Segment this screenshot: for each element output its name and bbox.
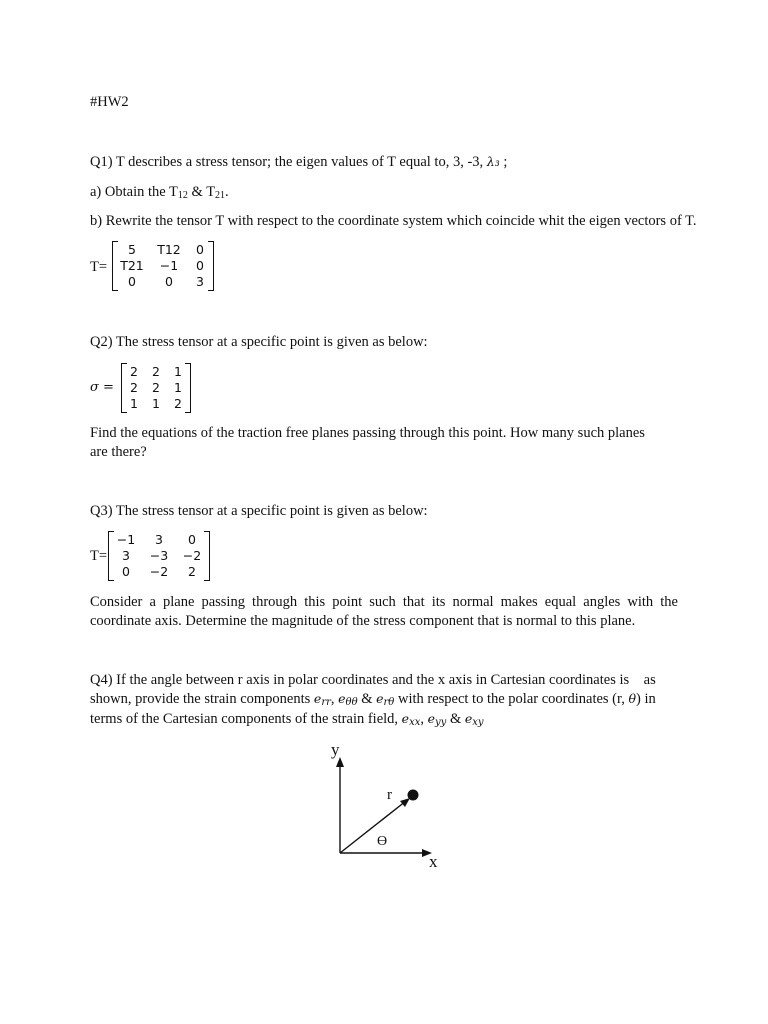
e-yy xyxy=(428,711,447,726)
q1-part-b: b) Rewrite the tensor T with respect to the coordinate system which coincide whit the eigen vectors of T. xyxy=(90,213,697,229)
q1-lambda3: λ₃ xyxy=(486,154,500,169)
theta-label: ϴ xyxy=(377,834,388,849)
q2-matrix-cell: 1 xyxy=(152,396,160,411)
q1-matrix-cell: T12 xyxy=(157,242,181,257)
q3-matrix-cell: 0 xyxy=(188,532,196,547)
q3-matrix-cell: −2 xyxy=(182,548,202,563)
q2-intro: Q2) The stress tensor at a specific point is given as below: xyxy=(90,334,428,350)
q1-line-start: Q1) T describes a stress tensor; the eigen values of T equal to, 3, -3, xyxy=(90,154,484,170)
q3-matrix-cell: −3 xyxy=(149,548,169,563)
r-vector-arrowhead xyxy=(400,798,410,807)
q2-matrix-cell: 2 xyxy=(152,364,160,379)
q4-line2-end: ) in xyxy=(636,691,656,707)
q3-matrix-cell: −1 xyxy=(116,532,136,547)
q4-line3 xyxy=(90,710,484,728)
q2-matrix xyxy=(121,363,191,413)
e-xy-subscript: xy xyxy=(472,717,484,728)
q4-amp: & xyxy=(449,711,462,727)
q4-line1: Q4) If the angle between r axis in polar coordinates and the x axis in Cartesian coordinates is as xyxy=(90,672,656,688)
q1-a-end: . xyxy=(225,184,229,200)
q1-matrix-label: T= xyxy=(90,259,108,275)
e-symbol: e xyxy=(401,711,410,726)
q1-matrix-cell: 3 xyxy=(196,274,204,289)
q1-a-sub2: 21 xyxy=(215,190,226,201)
q2-matrix-cell: 1 xyxy=(130,396,138,411)
q3-matrix-cell: 2 xyxy=(188,564,196,579)
e-xx xyxy=(402,711,421,726)
y-axis-label: y xyxy=(331,740,340,759)
q2-matrix-cell: 1 xyxy=(174,380,182,395)
q3-matrix-cell: 0 xyxy=(122,564,130,579)
q4-line2-mid: with respect to the polar coordinates (r, xyxy=(394,691,625,707)
q2-matrix-label: σ = xyxy=(90,380,114,395)
q1-matrix-cell: 0 xyxy=(196,258,204,273)
e-symbol: e xyxy=(313,691,322,706)
e-theta-theta xyxy=(338,691,357,706)
q4-line2-text: shown, provide the strain components xyxy=(90,691,311,707)
q2-matrix-cell: 2 xyxy=(130,380,138,395)
q3-question-line1: Consider a plane passing through this point such that its normal makes equal angles with the xyxy=(90,594,678,610)
e-symbol: e xyxy=(464,711,473,726)
q3-question-line2: coordinate axis. Determine the magnitude of the stress component that is normal to this plane. xyxy=(90,613,636,629)
q1-matrix-cell: −1 xyxy=(159,258,179,273)
e-tt-subscript: θθ xyxy=(345,697,358,708)
q1-line-end: ; xyxy=(503,154,508,170)
x-axis-label: x xyxy=(429,852,438,871)
document-title: #HW2 xyxy=(90,94,129,110)
theta-symbol: θ xyxy=(628,691,637,706)
r-label: r xyxy=(387,787,392,803)
e-r-theta xyxy=(376,691,394,706)
q3-matrix-cell: 3 xyxy=(155,532,163,547)
q1-matrix-cell: 5 xyxy=(128,242,136,257)
q2-matrix-cell: 2 xyxy=(152,380,160,395)
q4-comma: , xyxy=(330,691,335,707)
e-rt-subscript: rθ xyxy=(383,697,395,708)
q1-matrix xyxy=(112,241,214,291)
e-xy xyxy=(465,711,484,726)
q3-matrix-label: T= xyxy=(90,548,108,564)
e-symbol: e xyxy=(427,711,436,726)
e-rr-subscript: rr xyxy=(321,697,331,708)
e-xx-subscript: xx xyxy=(409,717,421,728)
q4-comma: , xyxy=(420,711,424,727)
q2-question-line2: are there? xyxy=(90,444,147,460)
q4-amp: & xyxy=(361,691,373,707)
q3-matrix xyxy=(108,531,210,581)
e-yy-subscript: yy xyxy=(435,717,447,728)
e-rr xyxy=(314,691,331,706)
q1-part-a xyxy=(90,183,229,201)
q2-matrix-cell: 2 xyxy=(130,364,138,379)
q4-line3-text: terms of the Cartesian components of the strain field, xyxy=(90,711,399,727)
q2-question-line1: Find the equations of the traction free planes passing through this point. How many such planes xyxy=(90,425,645,441)
e-symbol: e xyxy=(338,691,346,706)
q1-a-sub1: 12 xyxy=(177,190,188,201)
point-marker xyxy=(408,790,419,801)
q2-matrix-cell: 2 xyxy=(174,396,182,411)
e-symbol: e xyxy=(376,691,384,706)
q3-intro: Q3) The stress tensor at a specific point is given as below: xyxy=(90,503,428,519)
q4-line2 xyxy=(90,690,656,708)
q3-matrix-cell: 3 xyxy=(122,548,130,563)
r-vector xyxy=(340,801,406,853)
q1-a-text: a) Obtain the T xyxy=(90,184,178,200)
q1-statement xyxy=(90,153,507,171)
polar-coordinates-figure xyxy=(320,735,460,875)
q3-matrix-cell: −2 xyxy=(149,564,169,579)
q1-matrix-cell: 0 xyxy=(165,274,173,289)
q1-matrix-cell: T21 xyxy=(120,258,144,273)
q2-matrix-cell: 1 xyxy=(174,364,182,379)
q1-matrix-cell: 0 xyxy=(196,242,204,257)
q1-matrix-cell: 0 xyxy=(128,274,136,289)
q1-a-mid: & T xyxy=(187,184,216,200)
